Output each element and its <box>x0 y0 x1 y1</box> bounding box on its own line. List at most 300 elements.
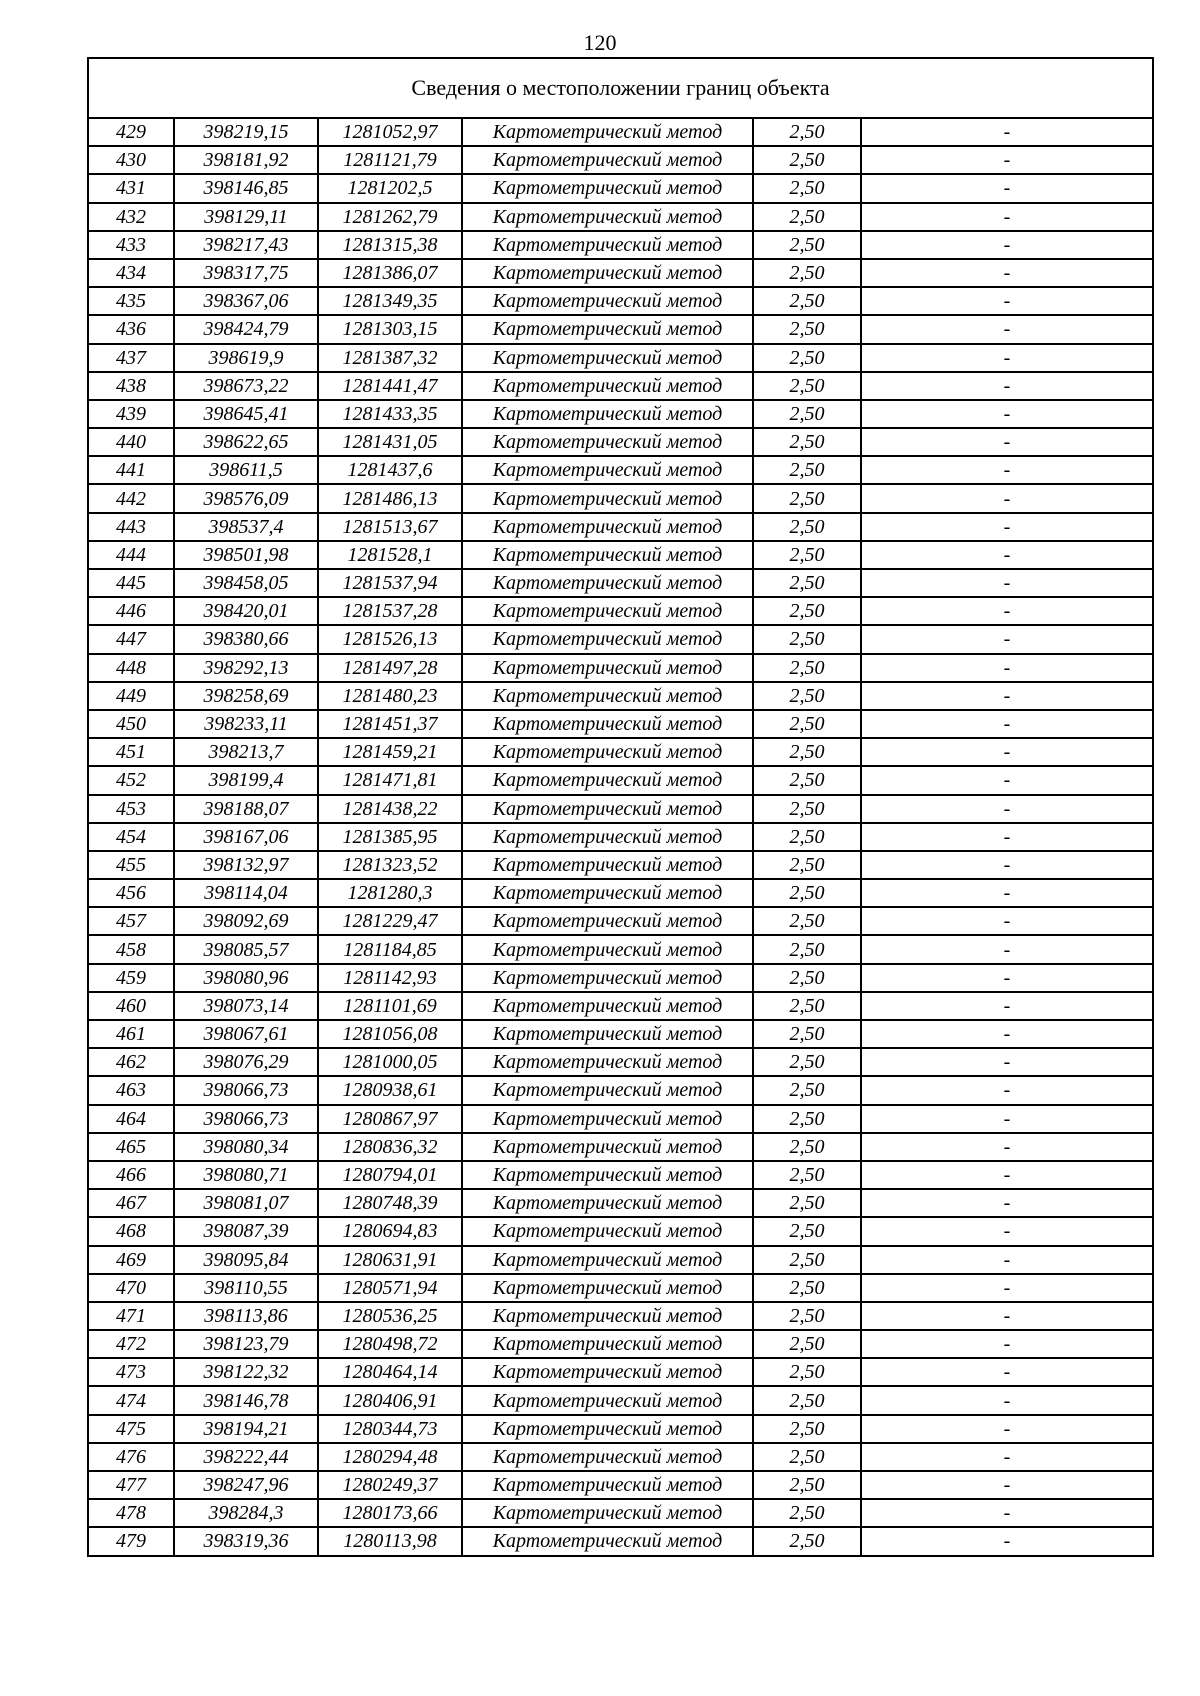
note-cell: - <box>861 456 1153 484</box>
table-row <box>88 682 1153 710</box>
note-cell: - <box>861 569 1153 597</box>
x-coordinate-cell: 398247,96 <box>174 1471 318 1499</box>
point-number-cell: 461 <box>88 1020 174 1048</box>
table-row <box>88 400 1153 428</box>
method-cell: Картометрический метод <box>462 1527 753 1555</box>
point-number-cell: 460 <box>88 992 174 1020</box>
point-number-cell: 437 <box>88 344 174 372</box>
x-coordinate-cell: 398284,3 <box>174 1499 318 1527</box>
note-cell: - <box>861 710 1153 738</box>
x-coordinate-cell: 398317,75 <box>174 259 318 287</box>
method-cell: Картометрический метод <box>462 823 753 851</box>
x-coordinate-cell: 398219,15 <box>174 118 318 146</box>
accuracy-cell: 2,50 <box>753 456 861 484</box>
method-cell: Картометрический метод <box>462 1471 753 1499</box>
y-coordinate-cell: 1281438,22 <box>318 795 462 823</box>
method-cell: Картометрический метод <box>462 1443 753 1471</box>
x-coordinate-cell: 398067,61 <box>174 1020 318 1048</box>
y-coordinate-cell: 1281385,95 <box>318 823 462 851</box>
point-number-cell: 459 <box>88 964 174 992</box>
y-coordinate-cell: 1281437,6 <box>318 456 462 484</box>
y-coordinate-cell: 1281431,05 <box>318 428 462 456</box>
method-cell: Картометрический метод <box>462 1358 753 1386</box>
table-row <box>88 1443 1153 1471</box>
table-row <box>88 1527 1153 1555</box>
y-coordinate-cell: 1280694,83 <box>318 1217 462 1245</box>
point-number-cell: 458 <box>88 935 174 963</box>
x-coordinate-cell: 398194,21 <box>174 1415 318 1443</box>
table-row <box>88 964 1153 992</box>
method-cell: Картометрический метод <box>462 484 753 512</box>
table-row <box>88 879 1153 907</box>
note-cell: - <box>861 738 1153 766</box>
x-coordinate-cell: 398181,92 <box>174 146 318 174</box>
accuracy-cell: 2,50 <box>753 964 861 992</box>
note-cell: - <box>861 1020 1153 1048</box>
point-number-cell: 451 <box>88 738 174 766</box>
point-number-cell: 466 <box>88 1161 174 1189</box>
y-coordinate-cell: 1280464,14 <box>318 1358 462 1386</box>
x-coordinate-cell: 398114,04 <box>174 879 318 907</box>
table-row <box>88 174 1153 202</box>
x-coordinate-cell: 398424,79 <box>174 315 318 343</box>
table-row <box>88 1471 1153 1499</box>
point-number-cell: 431 <box>88 174 174 202</box>
point-number-cell: 463 <box>88 1076 174 1104</box>
table-row <box>88 344 1153 372</box>
note-cell: - <box>861 1048 1153 1076</box>
y-coordinate-cell: 1281101,69 <box>318 992 462 1020</box>
accuracy-cell: 2,50 <box>753 513 861 541</box>
x-coordinate-cell: 398188,07 <box>174 795 318 823</box>
note-cell: - <box>861 1330 1153 1358</box>
point-number-cell: 433 <box>88 231 174 259</box>
table-row <box>88 456 1153 484</box>
method-cell: Картометрический метод <box>462 541 753 569</box>
y-coordinate-cell: 1281184,85 <box>318 935 462 963</box>
y-coordinate-cell: 1280631,91 <box>318 1246 462 1274</box>
point-number-cell: 452 <box>88 766 174 794</box>
x-coordinate-cell: 398087,39 <box>174 1217 318 1245</box>
method-cell: Картометрический метод <box>462 992 753 1020</box>
y-coordinate-cell: 1281471,81 <box>318 766 462 794</box>
point-number-cell: 429 <box>88 118 174 146</box>
note-cell: - <box>861 823 1153 851</box>
table-row <box>88 823 1153 851</box>
method-cell: Картометрический метод <box>462 1302 753 1330</box>
table-row <box>88 1048 1153 1076</box>
table-row <box>88 569 1153 597</box>
note-cell: - <box>861 964 1153 992</box>
accuracy-cell: 2,50 <box>753 1330 861 1358</box>
x-coordinate-cell: 398213,7 <box>174 738 318 766</box>
note-cell: - <box>861 287 1153 315</box>
method-cell: Картометрический метод <box>462 231 753 259</box>
method-cell: Картометрический метод <box>462 738 753 766</box>
table-row <box>88 484 1153 512</box>
table-row <box>88 513 1153 541</box>
method-cell: Картометрический метод <box>462 259 753 287</box>
y-coordinate-cell: 1281387,32 <box>318 344 462 372</box>
method-cell: Картометрический метод <box>462 174 753 202</box>
y-coordinate-cell: 1280794,01 <box>318 1161 462 1189</box>
method-cell: Картометрический метод <box>462 203 753 231</box>
note-cell: - <box>861 1161 1153 1189</box>
table-row <box>88 1274 1153 1302</box>
accuracy-cell: 2,50 <box>753 907 861 935</box>
y-coordinate-cell: 1280536,25 <box>318 1302 462 1330</box>
y-coordinate-cell: 1281537,94 <box>318 569 462 597</box>
accuracy-cell: 2,50 <box>753 231 861 259</box>
point-number-cell: 441 <box>88 456 174 484</box>
point-number-cell: 478 <box>88 1499 174 1527</box>
y-coordinate-cell: 1281303,15 <box>318 315 462 343</box>
x-coordinate-cell: 398199,4 <box>174 766 318 794</box>
x-coordinate-cell: 398420,01 <box>174 597 318 625</box>
x-coordinate-cell: 398537,4 <box>174 513 318 541</box>
method-cell: Картометрический метод <box>462 1274 753 1302</box>
method-cell: Картометрический метод <box>462 1217 753 1245</box>
note-cell: - <box>861 203 1153 231</box>
accuracy-cell: 2,50 <box>753 851 861 879</box>
point-number-cell: 432 <box>88 203 174 231</box>
point-number-cell: 467 <box>88 1189 174 1217</box>
table-row <box>88 1161 1153 1189</box>
method-cell: Картометрический метод <box>462 344 753 372</box>
accuracy-cell: 2,50 <box>753 1189 861 1217</box>
method-cell: Картометрический метод <box>462 935 753 963</box>
note-cell: - <box>861 1358 1153 1386</box>
accuracy-cell: 2,50 <box>753 795 861 823</box>
accuracy-cell: 2,50 <box>753 428 861 456</box>
table-row <box>88 907 1153 935</box>
point-number-cell: 434 <box>88 259 174 287</box>
accuracy-cell: 2,50 <box>753 1020 861 1048</box>
method-cell: Картометрический метод <box>462 710 753 738</box>
x-coordinate-cell: 398122,32 <box>174 1358 318 1386</box>
point-number-cell: 445 <box>88 569 174 597</box>
x-coordinate-cell: 398146,78 <box>174 1386 318 1414</box>
point-number-cell: 468 <box>88 1217 174 1245</box>
accuracy-cell: 2,50 <box>753 1246 861 1274</box>
accuracy-cell: 2,50 <box>753 1217 861 1245</box>
accuracy-cell: 2,50 <box>753 766 861 794</box>
note-cell: - <box>861 372 1153 400</box>
x-coordinate-cell: 398066,73 <box>174 1105 318 1133</box>
table-row <box>88 287 1153 315</box>
point-number-cell: 443 <box>88 513 174 541</box>
table-row <box>88 428 1153 456</box>
x-coordinate-cell: 398501,98 <box>174 541 318 569</box>
x-coordinate-cell: 398080,71 <box>174 1161 318 1189</box>
table-row <box>88 654 1153 682</box>
page-number: 120 <box>583 30 617 55</box>
table-row <box>88 1076 1153 1104</box>
y-coordinate-cell: 1280498,72 <box>318 1330 462 1358</box>
x-coordinate-cell: 398076,29 <box>174 1048 318 1076</box>
method-cell: Картометрический метод <box>462 456 753 484</box>
table-row <box>88 766 1153 794</box>
method-cell: Картометрический метод <box>462 1246 753 1274</box>
table-row <box>88 1246 1153 1274</box>
note-cell: - <box>861 1415 1153 1443</box>
y-coordinate-cell: 1281441,47 <box>318 372 462 400</box>
accuracy-cell: 2,50 <box>753 1105 861 1133</box>
accuracy-cell: 2,50 <box>753 1443 861 1471</box>
note-cell: - <box>861 1133 1153 1161</box>
accuracy-cell: 2,50 <box>753 1274 861 1302</box>
method-cell: Картометрический метод <box>462 315 753 343</box>
table-row <box>88 1133 1153 1161</box>
table-body <box>88 118 1153 1556</box>
x-coordinate-cell: 398619,9 <box>174 344 318 372</box>
y-coordinate-cell: 1281056,08 <box>318 1020 462 1048</box>
method-cell: Картометрический метод <box>462 654 753 682</box>
x-coordinate-cell: 398576,09 <box>174 484 318 512</box>
note-cell: - <box>861 907 1153 935</box>
x-coordinate-cell: 398080,34 <box>174 1133 318 1161</box>
method-cell: Картометрический метод <box>462 1499 753 1527</box>
method-cell: Картометрический метод <box>462 146 753 174</box>
y-coordinate-cell: 1281142,93 <box>318 964 462 992</box>
accuracy-cell: 2,50 <box>753 710 861 738</box>
note-cell: - <box>861 400 1153 428</box>
method-cell: Картометрический метод <box>462 513 753 541</box>
x-coordinate-cell: 398319,36 <box>174 1527 318 1555</box>
note-cell: - <box>861 1217 1153 1245</box>
method-cell: Картометрический метод <box>462 851 753 879</box>
x-coordinate-cell: 398292,13 <box>174 654 318 682</box>
y-coordinate-cell: 1281000,05 <box>318 1048 462 1076</box>
table-row <box>88 541 1153 569</box>
y-coordinate-cell: 1281528,1 <box>318 541 462 569</box>
accuracy-cell: 2,50 <box>753 484 861 512</box>
note-cell: - <box>861 1527 1153 1555</box>
note-cell: - <box>861 1386 1153 1414</box>
point-number-cell: 436 <box>88 315 174 343</box>
x-coordinate-cell: 398095,84 <box>174 1246 318 1274</box>
method-cell: Картометрический метод <box>462 795 753 823</box>
point-number-cell: 474 <box>88 1386 174 1414</box>
point-number-cell: 435 <box>88 287 174 315</box>
x-coordinate-cell: 398132,97 <box>174 851 318 879</box>
point-number-cell: 450 <box>88 710 174 738</box>
table-row <box>88 1189 1153 1217</box>
note-cell: - <box>861 879 1153 907</box>
x-coordinate-cell: 398611,5 <box>174 456 318 484</box>
method-cell: Картометрический метод <box>462 428 753 456</box>
method-cell: Картометрический метод <box>462 879 753 907</box>
y-coordinate-cell: 1281486,13 <box>318 484 462 512</box>
point-number-cell: 449 <box>88 682 174 710</box>
table-row <box>88 1330 1153 1358</box>
note-cell: - <box>861 428 1153 456</box>
table-row <box>88 372 1153 400</box>
table-row <box>88 1020 1153 1048</box>
table-row <box>88 1302 1153 1330</box>
method-cell: Картометрический метод <box>462 625 753 653</box>
method-cell: Картометрический метод <box>462 569 753 597</box>
x-coordinate-cell: 398073,14 <box>174 992 318 1020</box>
table-row <box>88 146 1153 174</box>
note-cell: - <box>861 1471 1153 1499</box>
y-coordinate-cell: 1281229,47 <box>318 907 462 935</box>
accuracy-cell: 2,50 <box>753 1499 861 1527</box>
note-cell: - <box>861 795 1153 823</box>
table-row <box>88 992 1153 1020</box>
method-cell: Картометрический метод <box>462 1105 753 1133</box>
x-coordinate-cell: 398081,07 <box>174 1189 318 1217</box>
table-row <box>88 1105 1153 1133</box>
note-cell: - <box>861 344 1153 372</box>
table-row <box>88 1386 1153 1414</box>
point-number-cell: 477 <box>88 1471 174 1499</box>
x-coordinate-cell: 398123,79 <box>174 1330 318 1358</box>
y-coordinate-cell: 1281262,79 <box>318 203 462 231</box>
y-coordinate-cell: 1281513,67 <box>318 513 462 541</box>
accuracy-cell: 2,50 <box>753 400 861 428</box>
point-number-cell: 454 <box>88 823 174 851</box>
x-coordinate-cell: 398258,69 <box>174 682 318 710</box>
y-coordinate-cell: 1280938,61 <box>318 1076 462 1104</box>
note-cell: - <box>861 851 1153 879</box>
y-coordinate-cell: 1281526,13 <box>318 625 462 653</box>
y-coordinate-cell: 1281480,23 <box>318 682 462 710</box>
accuracy-cell: 2,50 <box>753 682 861 710</box>
point-number-cell: 470 <box>88 1274 174 1302</box>
y-coordinate-cell: 1280748,39 <box>318 1189 462 1217</box>
method-cell: Картометрический метод <box>462 964 753 992</box>
accuracy-cell: 2,50 <box>753 203 861 231</box>
note-cell: - <box>861 146 1153 174</box>
x-coordinate-cell: 398622,65 <box>174 428 318 456</box>
boundary-coordinates-table <box>87 57 1154 1557</box>
point-number-cell: 448 <box>88 654 174 682</box>
table-row <box>88 795 1153 823</box>
x-coordinate-cell: 398222,44 <box>174 1443 318 1471</box>
note-cell: - <box>861 484 1153 512</box>
x-coordinate-cell: 398217,43 <box>174 231 318 259</box>
table-row <box>88 203 1153 231</box>
point-number-cell: 469 <box>88 1246 174 1274</box>
y-coordinate-cell: 1281386,07 <box>318 259 462 287</box>
x-coordinate-cell: 398113,86 <box>174 1302 318 1330</box>
y-coordinate-cell: 1280406,91 <box>318 1386 462 1414</box>
x-coordinate-cell: 398080,96 <box>174 964 318 992</box>
point-number-cell: 430 <box>88 146 174 174</box>
x-coordinate-cell: 398066,73 <box>174 1076 318 1104</box>
y-coordinate-cell: 1280173,66 <box>318 1499 462 1527</box>
note-cell: - <box>861 118 1153 146</box>
point-number-cell: 479 <box>88 1527 174 1555</box>
accuracy-cell: 2,50 <box>753 1358 861 1386</box>
note-cell: - <box>861 1076 1153 1104</box>
method-cell: Картометрический метод <box>462 287 753 315</box>
note-cell: - <box>861 541 1153 569</box>
table-row <box>88 1499 1153 1527</box>
accuracy-cell: 2,50 <box>753 287 861 315</box>
y-coordinate-cell: 1280294,48 <box>318 1443 462 1471</box>
y-coordinate-cell: 1281121,79 <box>318 146 462 174</box>
accuracy-cell: 2,50 <box>753 992 861 1020</box>
note-cell: - <box>861 766 1153 794</box>
method-cell: Картометрический метод <box>462 1386 753 1414</box>
point-number-cell: 475 <box>88 1415 174 1443</box>
note-cell: - <box>861 1274 1153 1302</box>
table-row <box>88 738 1153 766</box>
point-number-cell: 439 <box>88 400 174 428</box>
point-number-cell: 476 <box>88 1443 174 1471</box>
y-coordinate-cell: 1280249,37 <box>318 1471 462 1499</box>
accuracy-cell: 2,50 <box>753 118 861 146</box>
y-coordinate-cell: 1280344,73 <box>318 1415 462 1443</box>
point-number-cell: 462 <box>88 1048 174 1076</box>
table-title: Сведения о местоположении границ объекта <box>88 58 1153 118</box>
accuracy-cell: 2,50 <box>753 879 861 907</box>
note-cell: - <box>861 1189 1153 1217</box>
accuracy-cell: 2,50 <box>753 1076 861 1104</box>
y-coordinate-cell: 1281323,52 <box>318 851 462 879</box>
table-row <box>88 231 1153 259</box>
accuracy-cell: 2,50 <box>753 823 861 851</box>
y-coordinate-cell: 1281537,28 <box>318 597 462 625</box>
x-coordinate-cell: 398129,11 <box>174 203 318 231</box>
y-coordinate-cell: 1281315,38 <box>318 231 462 259</box>
method-cell: Картометрический метод <box>462 1189 753 1217</box>
y-coordinate-cell: 1281202,5 <box>318 174 462 202</box>
table-row <box>88 625 1153 653</box>
note-cell: - <box>861 1443 1153 1471</box>
y-coordinate-cell: 1280571,94 <box>318 1274 462 1302</box>
note-cell: - <box>861 992 1153 1020</box>
y-coordinate-cell: 1281459,21 <box>318 738 462 766</box>
method-cell: Картометрический метод <box>462 1048 753 1076</box>
table-row <box>88 259 1153 287</box>
point-number-cell: 473 <box>88 1358 174 1386</box>
y-coordinate-cell: 1281280,3 <box>318 879 462 907</box>
accuracy-cell: 2,50 <box>753 259 861 287</box>
method-cell: Картометрический метод <box>462 1133 753 1161</box>
note-cell: - <box>861 259 1153 287</box>
accuracy-cell: 2,50 <box>753 541 861 569</box>
x-coordinate-cell: 398673,22 <box>174 372 318 400</box>
table-row <box>88 1415 1153 1443</box>
x-coordinate-cell: 398110,55 <box>174 1274 318 1302</box>
accuracy-cell: 2,50 <box>753 344 861 372</box>
method-cell: Картометрический метод <box>462 1076 753 1104</box>
method-cell: Картометрический метод <box>462 400 753 428</box>
note-cell: - <box>861 597 1153 625</box>
y-coordinate-cell: 1281349,35 <box>318 287 462 315</box>
accuracy-cell: 2,50 <box>753 1471 861 1499</box>
note-cell: - <box>861 682 1153 710</box>
x-coordinate-cell: 398380,66 <box>174 625 318 653</box>
x-coordinate-cell: 398146,85 <box>174 174 318 202</box>
method-cell: Картометрический метод <box>462 766 753 794</box>
accuracy-cell: 2,50 <box>753 569 861 597</box>
note-cell: - <box>861 625 1153 653</box>
accuracy-cell: 2,50 <box>753 146 861 174</box>
y-coordinate-cell: 1281497,28 <box>318 654 462 682</box>
accuracy-cell: 2,50 <box>753 654 861 682</box>
y-coordinate-cell: 1281451,37 <box>318 710 462 738</box>
point-number-cell: 457 <box>88 907 174 935</box>
note-cell: - <box>861 174 1153 202</box>
point-number-cell: 442 <box>88 484 174 512</box>
point-number-cell: 447 <box>88 625 174 653</box>
x-coordinate-cell: 398092,69 <box>174 907 318 935</box>
accuracy-cell: 2,50 <box>753 625 861 653</box>
